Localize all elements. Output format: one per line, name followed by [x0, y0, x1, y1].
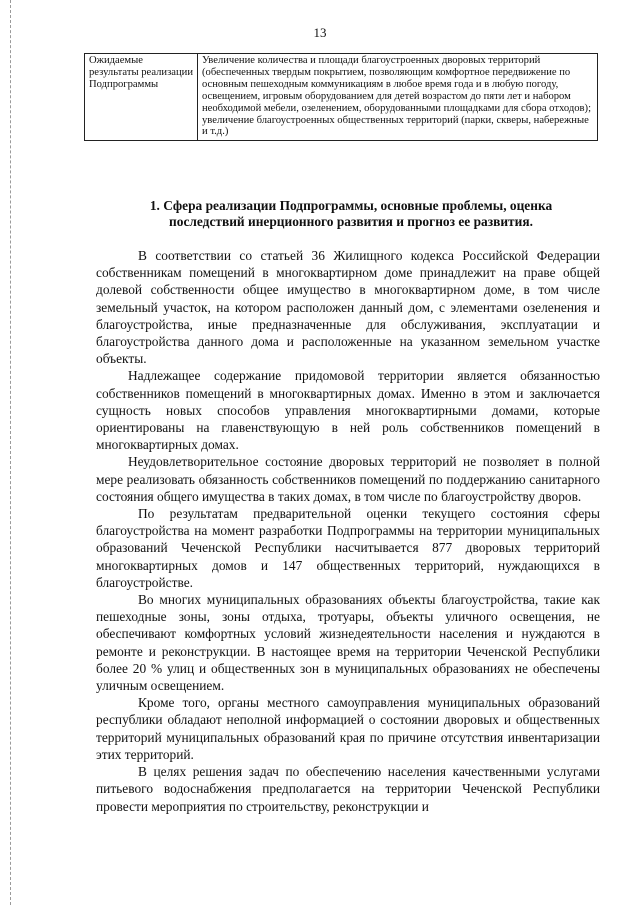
- expected-results-table: [84, 53, 598, 141]
- paragraph: Неудовлетворительное состояние дворовых территорий не позволяет в полной мере реализовать обязанность собственников помещений по поддержанию санитарного состояния общего имущества в таких домах, в том числе по благоустройству дворов.: [96, 454, 600, 504]
- page-number: 13: [313, 25, 327, 40]
- paragraph: В целях решения задач по обеспечению населения качественными услугами питьевого водоснабжения предполагается на территории Чеченской Республики провести мероприятия по строительству, реконструкции и: [96, 764, 600, 814]
- paragraph: Кроме того, органы местного самоуправления муниципальных образований республики обладают неполной информацией о состоянии дворовых и общественных территорий муниципальных образований края по причине отсутствия инвентаризации этих территорий.: [96, 695, 600, 762]
- section-body: [96, 247, 600, 815]
- results-label-cell: Ожидаемые результаты реализации Подпрограммы: [85, 54, 198, 141]
- section-heading: 1. Сфера реализации Подпрограммы, основные проблемы, оценка последствий инерционного развития и прогноз ее развития.: [149, 198, 553, 229]
- paragraph: Надлежащее содержание придомовой территории является обязанностью собственников помещений в многоквартирных домах. Именно в этом и заключается сущность новых способов управления многоквартирными домами, которые ориентированы на главенствующую в ней роль собственников помещений в многоквартирных домах.: [96, 368, 600, 453]
- results-item-public-areas: увеличение благоустроенных общественных территорий (парки, скверы, набережные и т.д.): [202, 114, 589, 138]
- paragraph: В соответствии со статьей 36 Жилищного кодекса Российской Федерации собственникам помещений в многоквартирном доме принадлежит на праве общей долевой собственности общее имущество в многоквартирном доме, в том числе земельный участок, на котором расположен данный дом, с элементами озеленения и благоустройства, иные предназначенные для обслуживания, эксплуатации и благоустройства данного дома и расположенные на указанном земельном участке объекты.: [96, 248, 600, 367]
- results-item-courtyards: Увеличение количества и площади благоустроенных дворовых территорий (обеспеченных твердым покрытием, позволяющим комфортное передвижение по основным пешеходным коммуникациям в любое время года и в любую погоду, освещением, игровым оборудованием для детей возрастом до пяти лет и набором необходимой мебели, озеленением, оборудованными площадками для сбора отходов);: [202, 55, 592, 114]
- results-description-cell: [198, 54, 598, 141]
- paragraph: Во многих муниципальных образованиях объекты благоустройства, такие как пешеходные зоны, зоны отдыха, тротуары, объекты уличного освещения, не обеспечивают комфортных условий жизнедеятельности населения и нуждаются в ремонте и реконструкции. В настоящее время на территории Чеченской Республики более 20 % улиц и общественных зон в муниципальных образованиях не обеспечены уличным освещением.: [96, 592, 600, 694]
- paragraph: По результатам предварительной оценки текущего состояния сферы благоустройства на момент разработки Подпрограммы на территории муниципальных образований Чеченской Республики насчитывается 877 дворовых территорий многоквартирных домов и 147 общественных территорий, нуждающихся в благоустройстве.: [96, 506, 600, 590]
- table-row: [85, 54, 598, 141]
- binding-margin-line: [10, 0, 11, 905]
